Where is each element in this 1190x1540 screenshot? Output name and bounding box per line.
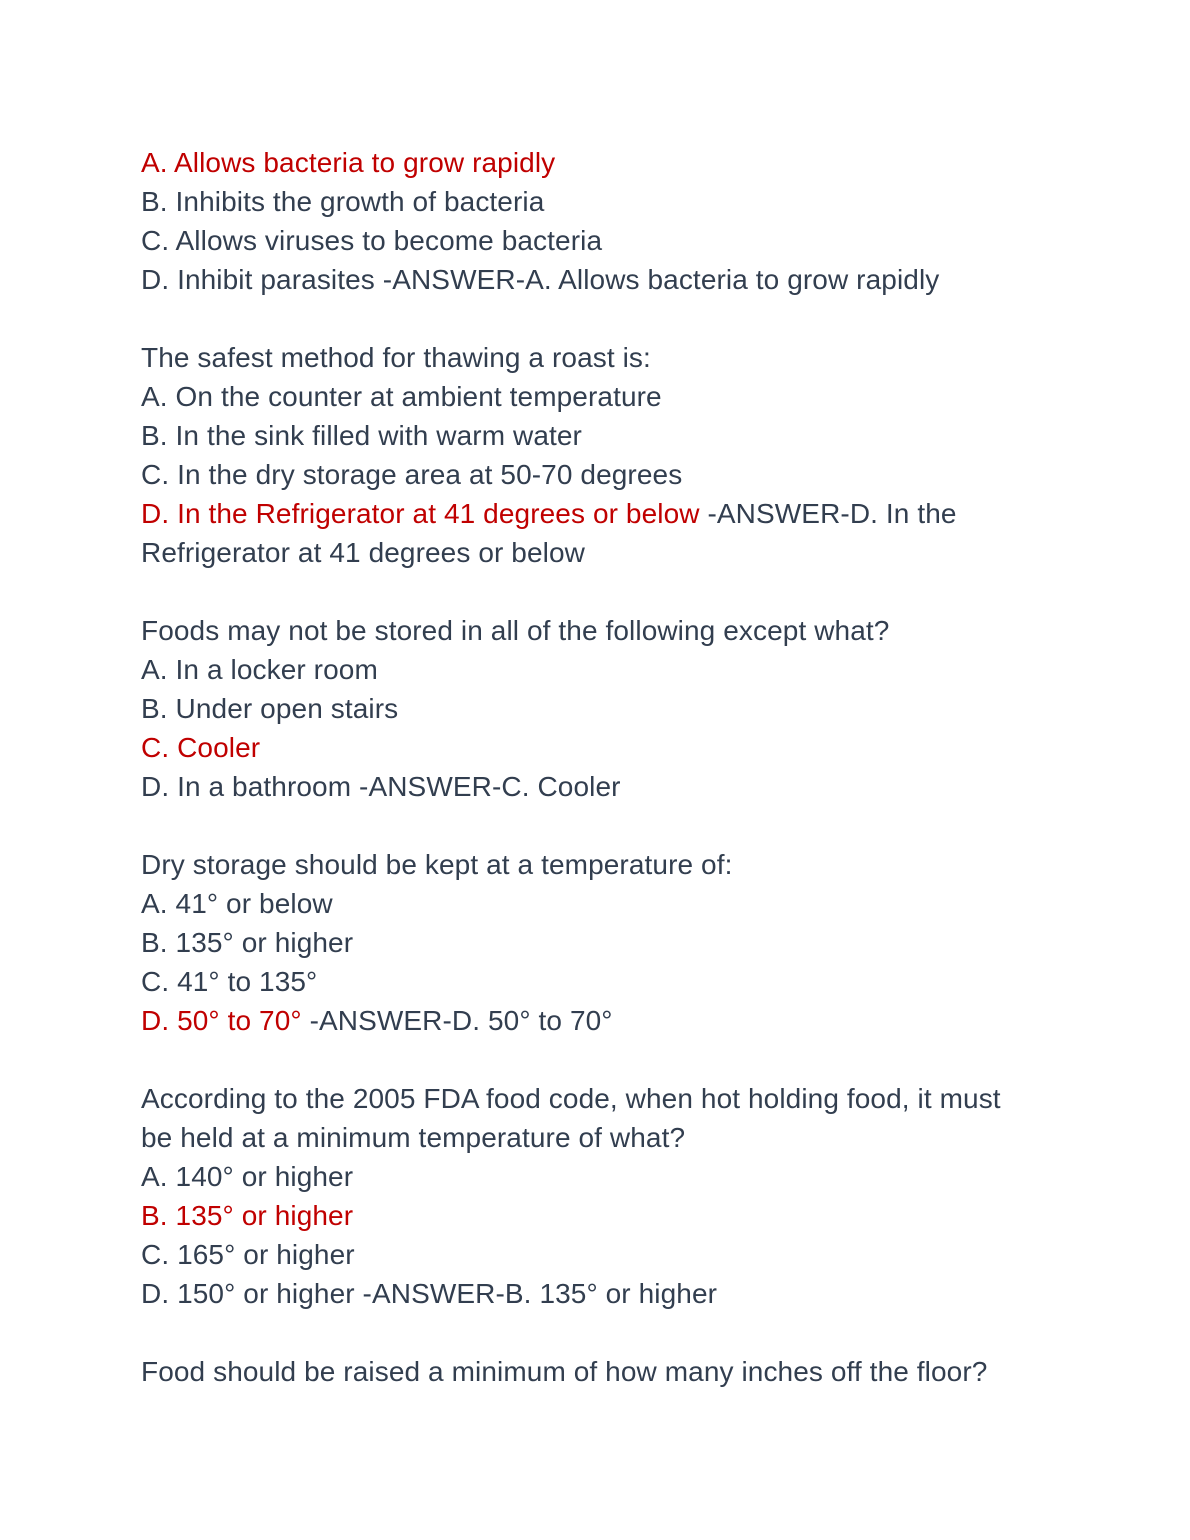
body-text: D. Inhibit parasites -ANSWER-A. Allows bacteria to grow rapidly [141,264,940,295]
text-line [141,182,1070,221]
text-line [141,923,1070,962]
body-text: B. In the sink filled with warm water [141,420,582,451]
body-text: C. Allows viruses to become bacteria [141,225,603,256]
correct-answer-text: D. In the Refrigerator at 41 degrees or below [141,498,700,529]
text-line [141,455,1070,494]
question-block [141,845,1070,1040]
body-text: A. 41° or below [141,888,333,919]
body-text: D. 150° or higher -ANSWER-B. 135° or higher [141,1278,718,1309]
body-text: C. In the dry storage area at 50-70 degrees [141,459,683,490]
document-body [141,143,1070,1391]
text-line [141,1196,1070,1235]
text-line [141,884,1070,923]
text-line [141,650,1070,689]
body-text: Dry storage should be kept at a temperature of: [141,849,733,880]
body-text: A. 140° or higher [141,1161,354,1192]
correct-answer-text: B. 135° or higher [141,1200,354,1231]
question-block [141,143,1070,299]
body-text: B. Under open stairs [141,693,399,724]
body-text: Foods may not be stored in all of the following except what? [141,615,890,646]
body-text: be held at a minimum temperature of what? [141,1122,686,1153]
text-line [141,767,1070,806]
question-block [141,338,1070,572]
text-line [141,1118,1070,1157]
text-line [141,338,1070,377]
text-line [141,1001,1070,1040]
body-text: According to the 2005 FDA food code, when hot holding food, it must [141,1083,1001,1114]
correct-answer-text: C. Cooler [141,732,261,763]
body-text: A. In a locker room [141,654,378,685]
text-line [141,1157,1070,1196]
body-text: The safest method for thawing a roast is: [141,342,651,373]
text-line [141,1235,1070,1274]
question-block [141,611,1070,806]
text-line [141,221,1070,260]
body-text: Food should be raised a minimum of how many inches off the floor? [141,1356,988,1387]
question-block [141,1352,1070,1391]
body-text: C. 41° to 135° [141,966,318,997]
text-line [141,494,1070,533]
body-text: A. On the counter at ambient temperature [141,381,662,412]
text-line [141,728,1070,767]
body-text: Refrigerator at 41 degrees or below [141,537,585,568]
text-line [141,143,1070,182]
text-line [141,962,1070,1001]
text-line [141,1274,1070,1313]
body-text: D. In a bathroom -ANSWER-C. Cooler [141,771,621,802]
body-text: C. 165° or higher [141,1239,355,1270]
body-text: -ANSWER-D. In the [699,498,957,529]
text-line [141,416,1070,455]
text-line [141,845,1070,884]
text-line [141,1079,1070,1118]
text-line [141,260,1070,299]
body-text: B. Inhibits the growth of bacteria [141,186,545,217]
text-line [141,611,1070,650]
text-line [141,533,1070,572]
text-line [141,1352,1070,1391]
text-line [141,689,1070,728]
question-block [141,1079,1070,1313]
body-text: B. 135° or higher [141,927,354,958]
text-line [141,377,1070,416]
body-text: -ANSWER-D. 50° to 70° [301,1005,613,1036]
correct-answer-text: A. Allows bacteria to grow rapidly [141,147,556,178]
correct-answer-text: D. 50° to 70° [141,1005,302,1036]
